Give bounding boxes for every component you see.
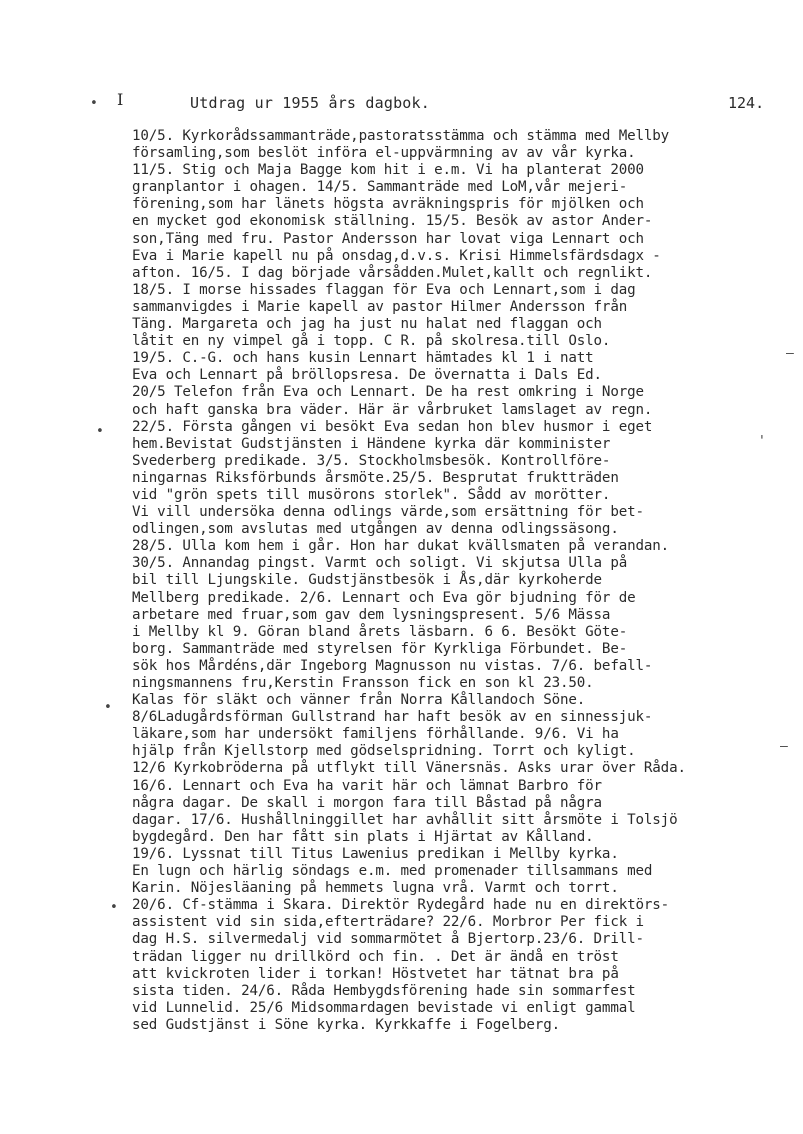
diary-line: 10/5. Kyrkorådssammanträde,pastoratsstämma och stämma med Mellby xyxy=(132,128,670,144)
diary-line: sed Gudstjänst i Söne kyrka. Kyrkkaffe i Fogelberg. xyxy=(132,1016,560,1033)
diary-line: 20/5 Telefon från Eva och Lennart. De ha rest omkring i Norge xyxy=(132,384,644,401)
diary-line: dag H.S. silvermedalj vid sommarmötet å Bjertorp.23/6. Drill- xyxy=(132,931,644,948)
diary-line: dagar. 17/6. Hushållninggillet har avhållit sitt årsmöte i Tolsjö xyxy=(132,811,678,828)
diary-line: Eva i Marie kapell nu på onsdag,d.v.s. Krisi Himmelsfärdsdagx - xyxy=(132,247,661,264)
header-mark: I xyxy=(117,90,124,109)
diary-line: afton. 16/5. I dag började vårsådden.Mulet,kallt och regnlikt. xyxy=(132,264,653,281)
page-title: Utdrag ur 1955 års dagbok. xyxy=(190,94,430,112)
diary-line: 30/5. Annandag pingst. Varmt och soligt. Vi skjutsa Ulla på xyxy=(132,555,628,572)
diary-line: ningsmannens fru,Kerstin Fransson fick en son kl 23.50. xyxy=(132,675,594,691)
diary-line: sista tiden. 24/6. Råda Hembygdsförening hade sin sommarfest xyxy=(132,982,636,999)
diary-line: Vi vill undersöka denna odlings värde,som ersättning för bet- xyxy=(132,504,644,521)
diary-line: granplantor i ohagen. 14/5. Sammanträde med LoM,vår mejeri- xyxy=(132,179,628,196)
diary-line: trädan ligger nu drillkörd och fin. . Det är ändå en tröst xyxy=(132,948,619,965)
diary-line: arbetare med fruar,som gav dem lysningspresent. 5/6 Mässa xyxy=(132,606,611,623)
diary-line: förening,som har länets högsta avräkningspris för mjölken och xyxy=(132,196,644,213)
diary-line: 22/5. Första gången vi besökt Eva sedan hon blev husmor i eget xyxy=(132,418,653,435)
margin-dot-mark: • xyxy=(110,900,118,915)
diary-line: och haft ganska bra väder. Här är vårbruket lamslaget av regn. xyxy=(132,401,653,418)
margin-dash-mark: – xyxy=(786,346,794,361)
diary-line: Eva och Lennart på bröllopsresa. De övernatta i Dals Ed. xyxy=(132,367,602,384)
diary-line: i Mellby kl 9. Göran bland årets läsbarn. 6 6. Besökt Göte- xyxy=(132,623,628,640)
diary-line: Mellberg predikade. 2/6. Lennart och Eva gör bjudning för de xyxy=(132,589,636,606)
diary-line: 12/6 Kyrkobröderna på utflykt till Vänersnäs. Asks urar över Råda. xyxy=(132,760,686,777)
diary-line: låtit en ny vimpel gå i topp. C R. på skolresa.till Oslo. xyxy=(132,333,611,350)
diary-line: 18/5. I morse hissades flaggan för Eva och Lennart,som i dag xyxy=(132,281,636,298)
diary-line: hem.Bevistat Gudstjänsten i Händene kyrka där komminister xyxy=(132,435,611,452)
margin-dot-mark: • xyxy=(90,96,98,111)
margin-dash-mark: – xyxy=(780,739,788,754)
diary-line: några dagar. De skall i morgon fara till Båstad på några xyxy=(132,794,602,811)
diary-line: 8/6Ladugårdsförman Gullstrand har haft besök av en sinnessjuk- xyxy=(132,709,653,726)
diary-line: borg. Sammanträde med styrelsen för Kyrkliga Förbundet. Be- xyxy=(132,640,628,657)
diary-line: ningarnas Riksförbunds årsmöte.25/5. Besprutat fruktträden xyxy=(132,469,619,486)
diary-line: Kalas för släkt och vänner från Norra Kållandoch Söne. xyxy=(132,692,586,709)
diary-line: vid "grön spets till musörons storlek". Sådd av morötter. xyxy=(132,486,611,503)
diary-line: 11/5. Stig och Maja Bagge kom hit i e.m. Vi ha planterat 2000 xyxy=(132,162,644,179)
diary-line: son,Täng med fru. Pastor Andersson har lovat viga Lennart och xyxy=(132,230,644,247)
diary-line: läkare,som har undersökt familjens förhållande. 9/6. Vi ha xyxy=(132,726,619,743)
margin-dot-mark: • xyxy=(104,700,112,715)
diary-line: 16/6. Lennart och Eva ha varit här och lämnat Barbro för xyxy=(132,777,602,794)
diary-line: 20/6. Cf-stämma i Skara. Direktör Rydegård hade nu en direktörs- xyxy=(132,897,670,914)
diary-line: en mycket god ekonomisk ställning. 15/5. Besök av astor Ander- xyxy=(132,213,653,230)
diary-line: bil till Ljungskile. Gudstjänstbesök i Ås,där kyrkoherde xyxy=(132,572,602,589)
diary-line: 19/5. C.-G. och hans kusin Lennart hämtades kl 1 i natt xyxy=(132,350,594,367)
diary-line: 28/5. Ulla kom hem i går. Hon har dukat kvällsmaten på verandan. xyxy=(132,538,670,555)
diary-line: 19/6. Lyssnat till Titus Lawenius predikan i Mellby kyrka. xyxy=(132,845,619,862)
diary-line: assistent vid sin sida,efterträdare? 22/6. Morbror Per fick i xyxy=(132,914,644,931)
margin-dot-mark: • xyxy=(96,424,104,439)
diary-text xyxy=(132,128,772,1034)
diary-line: En lugn och härlig söndags e.m. med promenader tillsammans med xyxy=(132,863,653,880)
diary-line: församling,som beslöt införa el-uppvärmning av av vår kyrka. xyxy=(132,145,636,162)
diary-line: Karin. Nöjesläaning på hemmets lugna vrå. Varmt och torrt. xyxy=(132,880,619,897)
margin-tick-mark: ' xyxy=(758,434,766,449)
page-header xyxy=(0,90,803,118)
diary-line: sammanvigdes i Marie kapell av pastor Hilmer Andersson från xyxy=(132,298,628,315)
diary-line: Täng. Margareta och jag ha just nu halat ned flaggan och xyxy=(132,316,602,333)
diary-line: att kvickroten lider i torkan! Höstvetet har tätnat bra på xyxy=(132,965,619,982)
diary-line: bygdegård. Den har fått sin plats i Hjärtat av Kålland. xyxy=(132,828,594,845)
diary-line: hjälp från Kjellstorp med gödselspridning. Torrt och kyligt. xyxy=(132,743,636,760)
diary-line: sök hos Mårdéns,där Ingeborg Magnusson nu vistas. 7/6. befall- xyxy=(132,657,653,674)
diary-line: Svederberg predikade. 3/5. Stockholmsbesök. Kontrollföre- xyxy=(132,452,611,469)
diary-line: odlingen,som avslutas med utgången av denna odlingssäsong. xyxy=(132,521,619,538)
page-number: 124. xyxy=(728,94,765,112)
diary-line: vid Lunnelid. 25/6 Midsommardagen bevistade vi enligt gammal xyxy=(132,999,636,1016)
